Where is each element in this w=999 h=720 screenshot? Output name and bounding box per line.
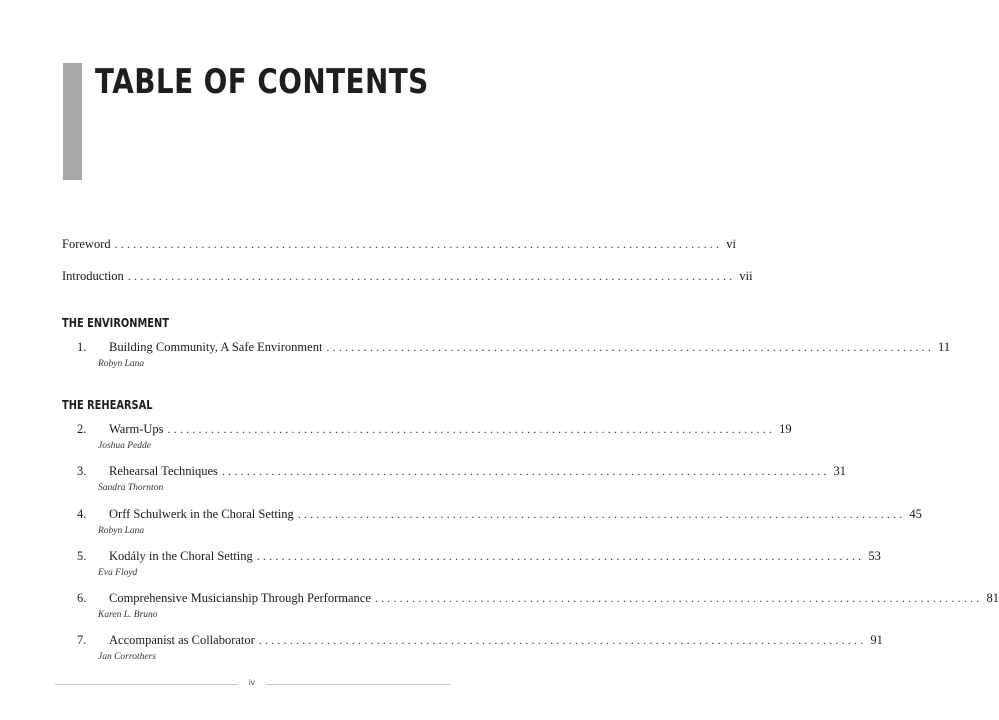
footer-page-number: iv [248,677,256,687]
chapter-author: Sandra Thornton [98,483,164,493]
toc-entry-chapter [77,339,951,355]
section-heading: THE REHEARSAL [62,398,153,412]
entry-title: Kodály in the Choral Setting [109,549,253,563]
toc-entry-chapter [77,590,999,606]
toc-entry-foreword [62,236,736,252]
toc-entry-introduction [62,268,753,284]
entry-title: Orff Schulwerk in the Choral Setting [109,507,294,521]
leader-dots: .................................................................................................. [167,422,776,436]
entry-title: Comprehensive Musicianship Through Performance [109,591,371,605]
leader-dots: .................................................................................................. [297,507,906,521]
toc-entry-chapter [77,506,922,522]
chapter-number: 5. [77,549,87,563]
chapter-number: 7. [77,633,87,647]
leader-dots: .................................................................................................. [326,340,935,354]
leader-dots: .................................................................................................. [114,237,723,251]
chapter-author: Karen L. Bruno [98,610,158,620]
leader-dots: .................................................................................................. [258,633,867,647]
entry-title: Accompanist as Collaborator [109,633,255,647]
leader-dots: .................................................................................................. [256,549,865,563]
leader-dots: .................................................................................................. [221,464,830,478]
title-accent-bar [63,63,82,180]
entry-page: 53 [868,549,881,563]
chapter-author: Robyn Lana [98,359,145,369]
leader-dots: .................................................................................................. [374,591,983,605]
entry-page: 91 [870,633,883,647]
chapter-author: Robyn Lana [98,526,145,536]
entry-page: 19 [779,422,792,436]
chapter-number: 3. [77,464,87,478]
entry-title: Rehearsal Techniques [109,464,218,478]
entry-title: Introduction [62,269,124,283]
entry-title: Building Community, A Safe Environment [109,340,323,354]
leader-dots: .................................................................................................. [127,269,736,283]
entry-page: 45 [909,507,922,521]
chapter-number: 2. [77,422,87,436]
chapter-author: Eva Floyd [98,568,138,578]
footer-rule-right [266,684,450,685]
toc-entry-chapter [77,421,792,437]
footer-rule-left [55,684,238,685]
chapter-number: 4. [77,507,87,521]
entry-page: 31 [833,464,847,478]
entry-title: Foreword [62,237,111,251]
toc-entry-chapter [77,548,881,564]
entry-page: vii [739,269,753,283]
chapter-number: 6. [77,591,87,605]
toc-entry-chapter [77,632,883,648]
chapter-author: Jan Corrothers [98,652,156,662]
entry-page: 11 [938,340,951,354]
section-heading: THE ENVIRONMENT [62,316,169,330]
page-title: TABLE OF CONTENTS [95,62,429,102]
chapter-number: 1. [77,340,87,354]
entry-title: Warm-Ups [109,422,164,436]
entry-page: 81 [986,591,999,605]
entry-page: vi [726,237,736,251]
chapter-author: Joshua Pedde [98,441,152,451]
toc-entry-chapter [77,463,847,479]
